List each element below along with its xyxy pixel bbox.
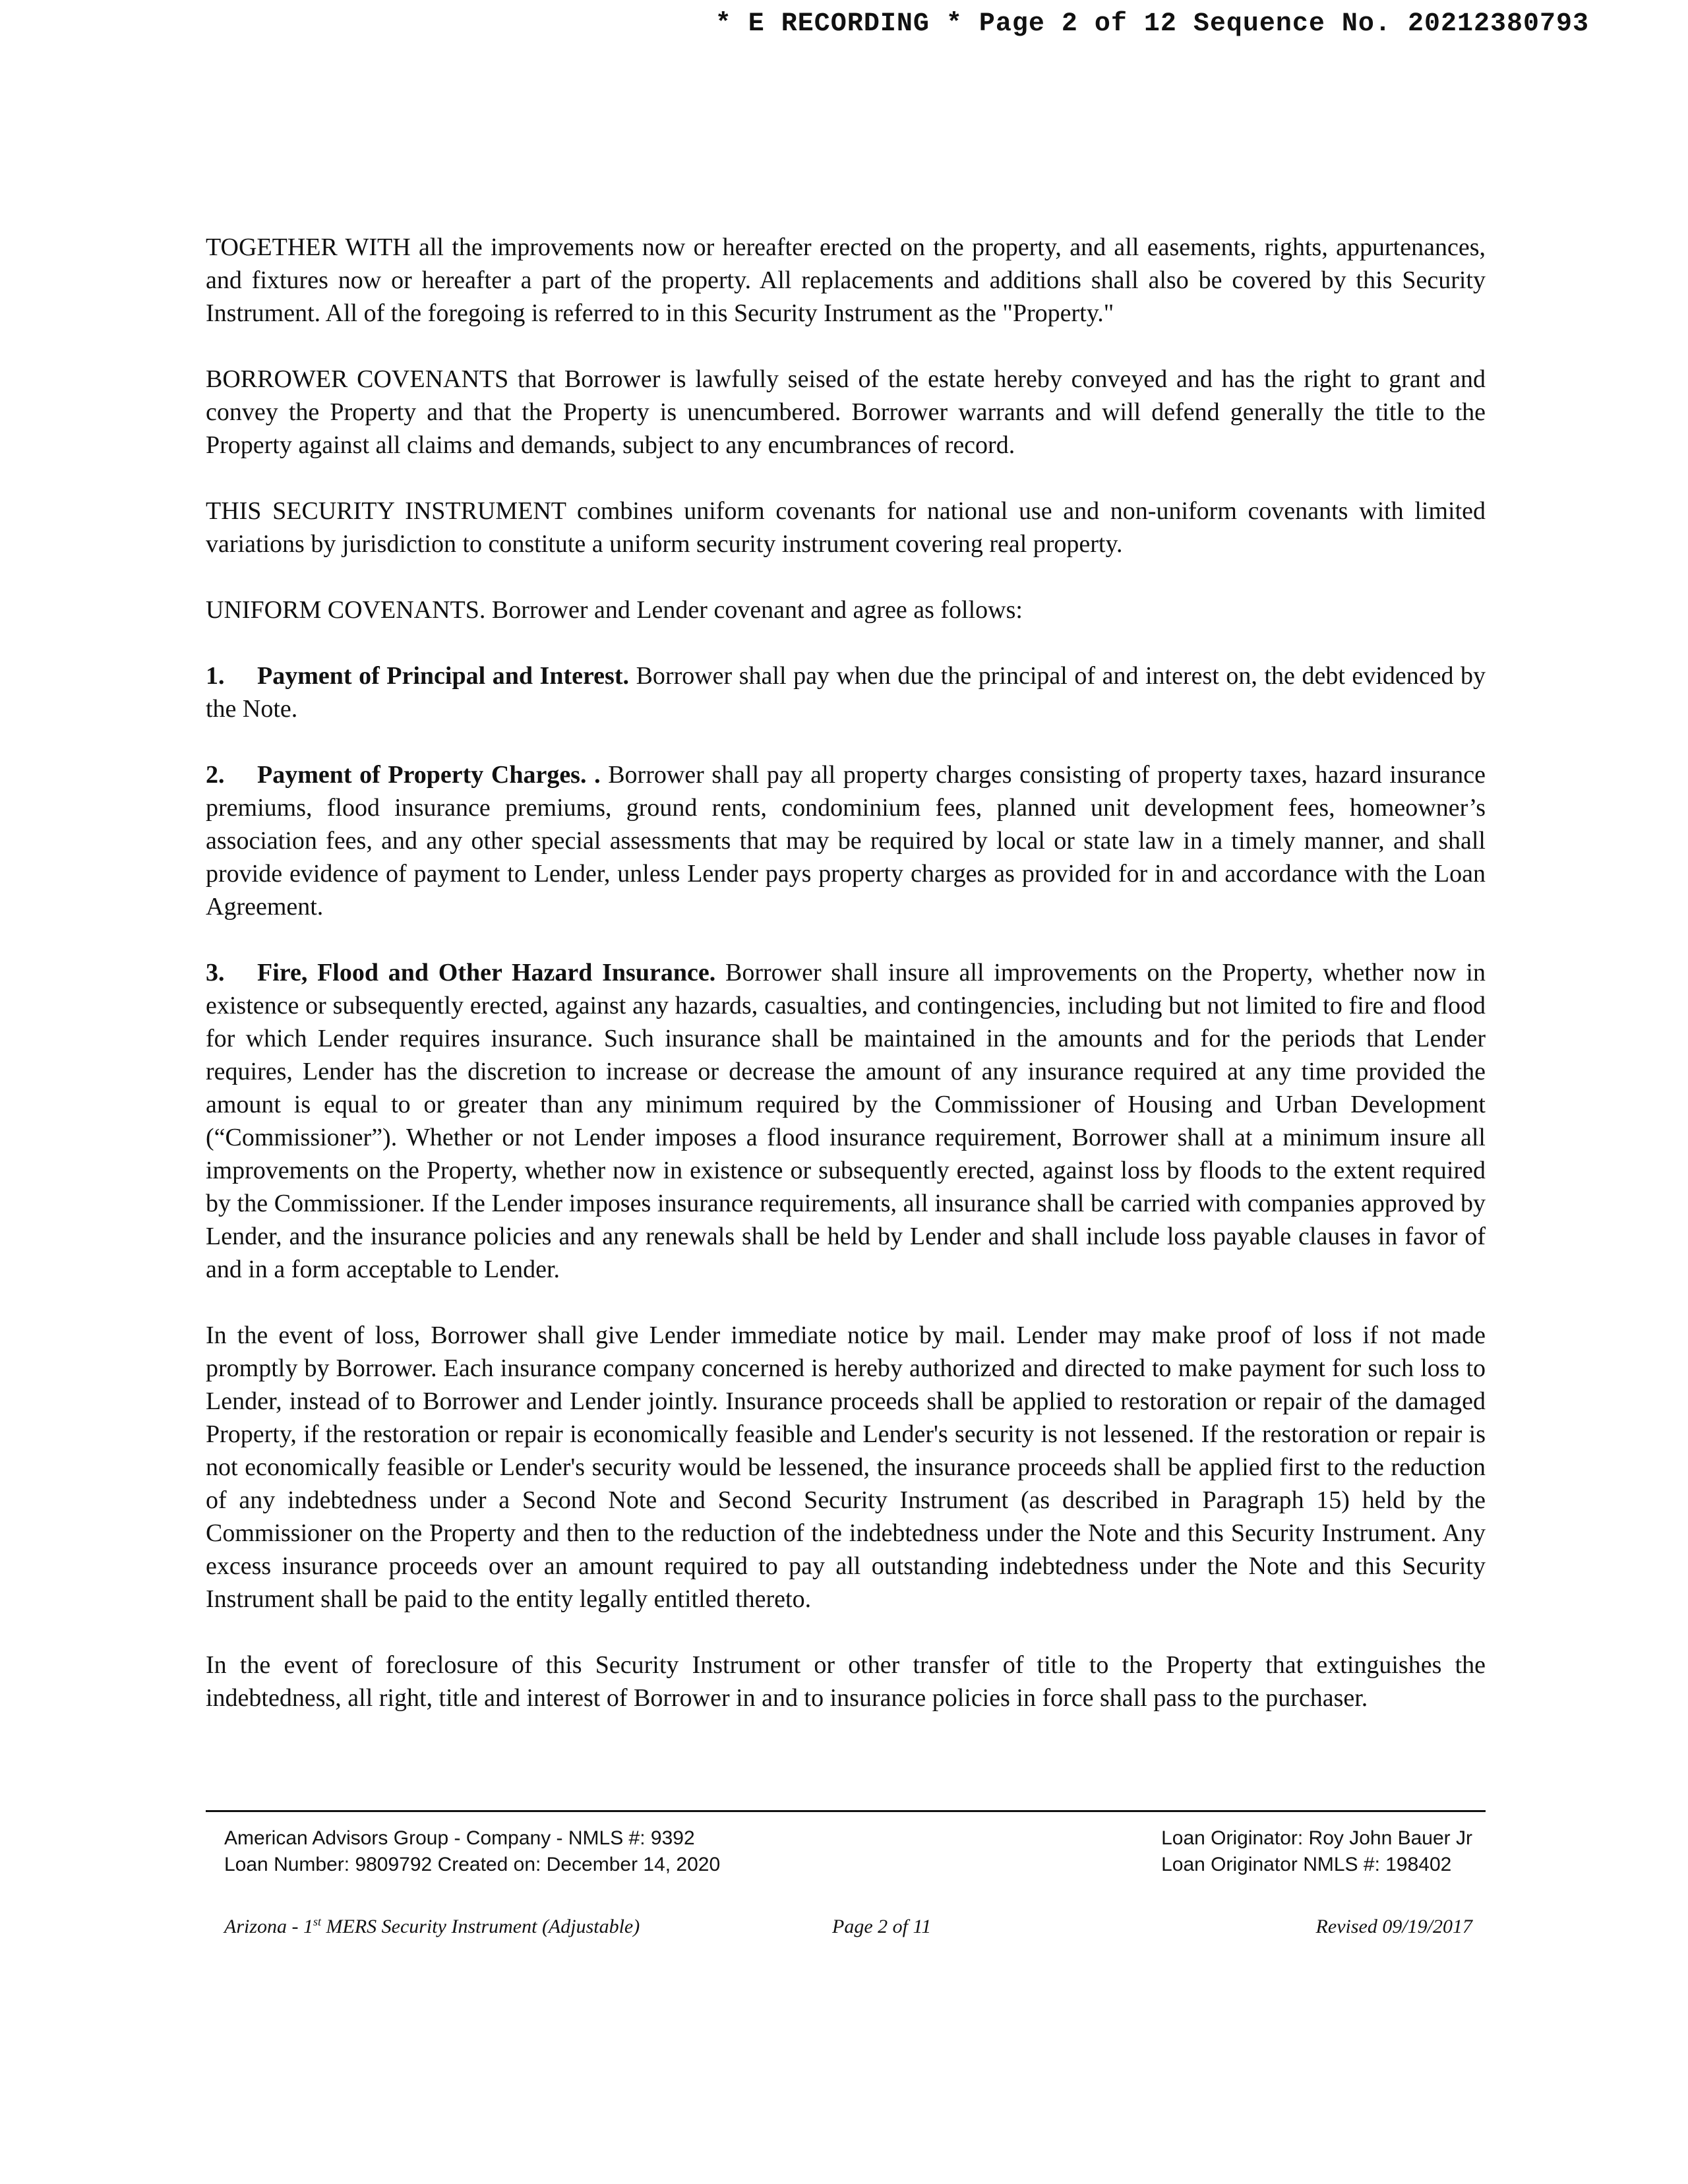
section-3 xyxy=(206,956,1486,1286)
section-2-title: Payment of Property Charges. . xyxy=(257,761,601,789)
section-3-body: Borrower shall insure all improvements on the Property, whether now in existence or subsequently erected, against any hazards, casualties, and contingencies, including but not limited to fire and flood for which Lender requires insurance. Such insurance shall be maintained in the amounts and for the periods that Lender requires, Lender has the discretion to increase or decrease the amount of any insurance required at any time provided the amount is equal to or greater than any minimum required by the Commissioner of Housing and Urban Development (“Commissioner”). Whether or not Lender imposes a flood insurance requirement, Borrower shall at a minimum insure all improvements on the Property, whether now in existence or subsequently erected, against loss by floods to the extent required by the Commissioner. If the Lender imposes insurance requirements, all insurance shall be carried with companies approved by Lender, and the insurance policies and any renewals shall be held by Lender and shall include loss payable clauses in favor of and in a form acceptable to Lender. xyxy=(206,959,1486,1283)
uniform-covenants-paragraph: UNIFORM COVENANTS. Borrower and Lender covenant and agree as follows: xyxy=(206,596,1023,624)
footer-originator: Loan Originator: Roy John Bauer Jr xyxy=(1161,1827,1472,1849)
footer-loan-number: Loan Number: 9809792 Created on: December 14, 2020 xyxy=(224,1854,721,1875)
section-2-number: 2. xyxy=(206,761,225,789)
section-2-body: Borrower shall pay all property charges consisting of property taxes, hazard insurance premiums, flood insurance premiums, ground rents, condominium fees, planned unit development fees, homeowner’s association fees, and any other special assessments that may be required by local or state law in a timely manner, and shall provide evidence of payment to Lender, unless Lender pays property charges as provided for in and accordance with the Loan Agreement. xyxy=(206,761,1486,921)
recording-header: * E RECORDING * Page 2 of 12 Sequence No. 20212380793 xyxy=(715,9,1589,39)
footer-divider xyxy=(206,1810,1486,1812)
footer-left xyxy=(224,1825,720,1878)
section-3-title: Fire, Flood and Other Hazard Insurance. xyxy=(257,959,716,986)
footer-revised: Revised 09/19/2017 xyxy=(1315,1916,1472,1937)
footer-originator-nmls: Loan Originator NMLS #: 198402 xyxy=(1161,1854,1452,1875)
section-2 xyxy=(206,758,1486,923)
footer-right xyxy=(1161,1825,1472,1878)
foreclosure-paragraph: In the event of foreclosure of this Security Instrument or other transfer of title to the Property that extinguishes the indebtedness, all right, title and interest of Borrower in and to insurance policies in force shall pass to the purchaser. xyxy=(206,1651,1486,1712)
borrower-covenants-paragraph: BORROWER COVENANTS that Borrower is lawfully seised of the estate hereby conveyed and has the right to grant and convey the Property and that the Property is unencumbered. Borrower warrants and will defend generally the title to the Property against all claims and demands, subject to any encumbrances of record. xyxy=(206,365,1486,459)
section-3-number: 3. xyxy=(206,959,225,986)
security-instrument-paragraph: THIS SECURITY INSTRUMENT combines uniform covenants for national use and non-uniform covenants with limited variations by jurisdiction to constitute a uniform security instrument covering real property. xyxy=(206,497,1486,558)
loss-paragraph: In the event of loss, Borrower shall give Lender immediate notice by mail. Lender may make proof of loss if not made promptly by Borrower. Each insurance company concerned is hereby authorized and directed to make payment for such loss to Lender, instead of to Borrower and Lender jointly. Insurance proceeds shall be applied to restoration or repair of the damaged Property, if the restoration or repair is economically feasible and Lender's security is not lessened. If the restoration or repair is not economically feasible or Lender's security would be lessened, the insurance proceeds shall be applied first to the reduction of any indebtedness under a Second Note and Second Security Instrument (as described in Paragraph 15) held by the Commissioner on the Property and then to the reduction of the indebtedness under the Note and this Security Instrument. Any excess insurance proceeds over an amount required to pay all outstanding indebtedness under the Note and this Security Instrument shall be paid to the entity legally entitled thereto. xyxy=(206,1321,1486,1613)
footer-form-name: Arizona - 1st MERS Security Instrument (Adjustable) xyxy=(224,1915,640,1937)
footer-company: American Advisors Group - Company - NMLS #: 9392 xyxy=(224,1827,695,1849)
section-1-body: Borrower shall pay when due the principal of and interest on, the debt evidenced by the Note. xyxy=(206,662,1486,723)
section-1 xyxy=(206,659,1486,725)
footer-page-number: Page 2 of 11 xyxy=(832,1916,932,1937)
section-1-number: 1. xyxy=(206,662,225,690)
document-body xyxy=(206,231,1486,1747)
section-1-title: Payment of Principal and Interest. xyxy=(257,662,629,690)
together-with-paragraph: TOGETHER WITH all the improvements now or hereafter erected on the property, and all easements, rights, appurtenances, and fixtures now or hereafter a part of the property. All replacements and additions shall also be covered by this Security Instrument. All of the foregoing is referred to in this Security Instrument as the "Property." xyxy=(206,233,1486,327)
